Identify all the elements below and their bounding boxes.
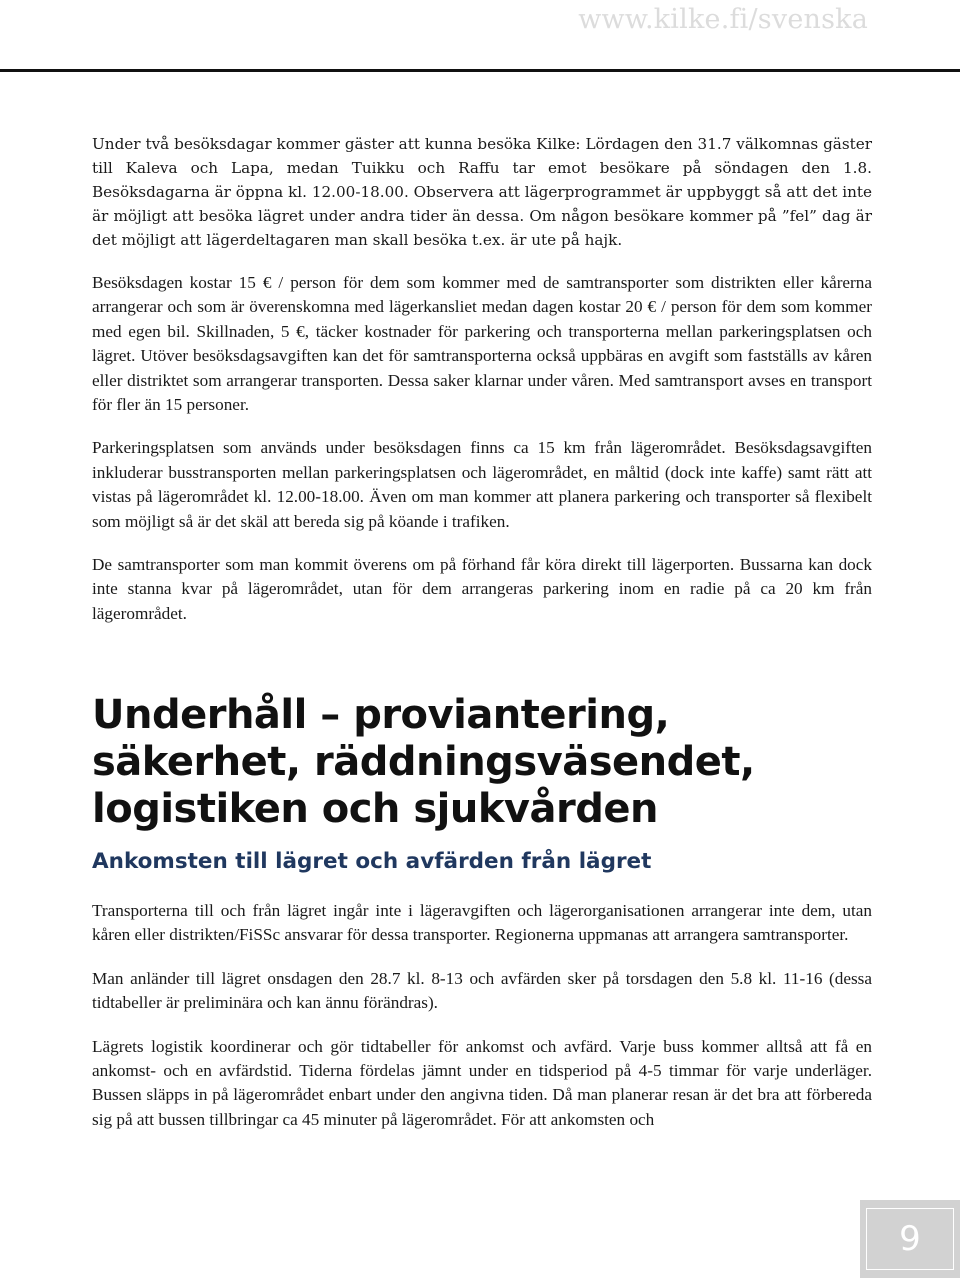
page-number: 9: [866, 1208, 954, 1270]
paragraph-logistics: Lägrets logistik koordinerar och gör tidtabeller för ankomst och avfärd. Varje buss kommer alltså att få en ankomst- och en avfärdstid. Tiderna fördelas jämnt under en tidsperiod på 4-5 timmar för varje underläger. Bussen släpps in på lägerområdet enbart under den angivna tiden. Då man planerar resan är det bra att förbereda sig på att bussen tillbringar ca 45 minuter på lägerområdet. För att ankomsten och: [92, 1036, 872, 1129]
section-title: Underhåll – proviantering, säkerhet, räddningsväsendet, logistiken och sjukvården: [92, 692, 755, 832]
paragraph-visiting-fee: Besöksdagen kostar 15 € / person för dem som kommer med de samtransporter som distrikten eller kårerna arrangerar och som är överenskomna med lägerkansliet medan dagen kostar 20 € / person för dem som kommer med egen bil. Skillnaden, 5 €, täcker kostnader för parkering och transporterna mellan parkeringsplatsen och lägret. Utöver besöksdagsavgiften kan det för samtransporterna också uppbäras en avgift som fastställs av kåren eller distriktet som arrangerar transporten. Dessa saker klarnar under våren. Med samtransport avses en transport för fler än 15 personer.: [92, 273, 872, 415]
paragraph-arrival-departure: Man anländer till lägret onsdagen den 28.7 kl. 8-13 och avfärden sker på torsdagen den 5.8 kl. 11-16 (dessa tidtabeller är preliminära och kan ännu förändras).: [92, 968, 872, 1013]
intro-text: [92, 132, 872, 645]
paragraph-shared-transport: De samtransporter som man kommit överens om på förhand får köra direkt till lägerporten. Bussarna kan dock inte stanna kvar på lägerområdet, utan för dem arrangeras parkering inom en radie på ca 20 km från lägerområdet.: [92, 555, 872, 623]
paragraph-visiting-days: Under två besöksdagar kommer gäster att kunna besöka Kilke: Lördagen den 31.7 välkomnas gäster till Kaleva och Lapa, medan Tuikku och Raffu tar emot besökare på söndagen den 1.8. Besöksdagarna är öppna kl. 12.00-18.00. Observera att lägerprogrammet är uppbyggt så att det inte är möjligt att besöka lägret under andra tider än dessa. Om någon besökare kommer på ”fel” dag är det möjligt att lägerdeltagaren man skall besöka t.ex. är ute på hajk.: [92, 135, 872, 249]
header-url: www.kilke.fi/svenska: [578, 4, 868, 35]
page-number-badge: [860, 1200, 960, 1278]
section-subtitle: Ankomsten till lägret och avfärden från lägret: [92, 849, 652, 874]
header-divider: [0, 69, 960, 72]
section-header: [92, 692, 872, 877]
paragraph-parking: Parkeringsplatsen som används under besöksdagen finns ca 15 km från lägerområdet. Besöksdagsavgiften inkluderar busstransporten mellan parkeringsplatsen och lägerområdet, en måltid (dock inte kaffe) samt rätt att vistas på lägerområdet kl. 12.00-18.00. Även om man kommer att planera parkering och transporter så flexibelt som möjligt så är det skäl att bereda sig på köande i trafiken.: [92, 438, 872, 531]
section-text: [92, 899, 872, 1151]
paragraph-transport-responsibility: Transporterna till och från lägret ingår inte i lägeravgiften och lägerorganisationen arrangerar inte dem, utan kåren eller distrikten/FiSSc ansvarar för dessa transporter. Regionerna uppmanas att arrangera samtransporter.: [92, 901, 872, 945]
